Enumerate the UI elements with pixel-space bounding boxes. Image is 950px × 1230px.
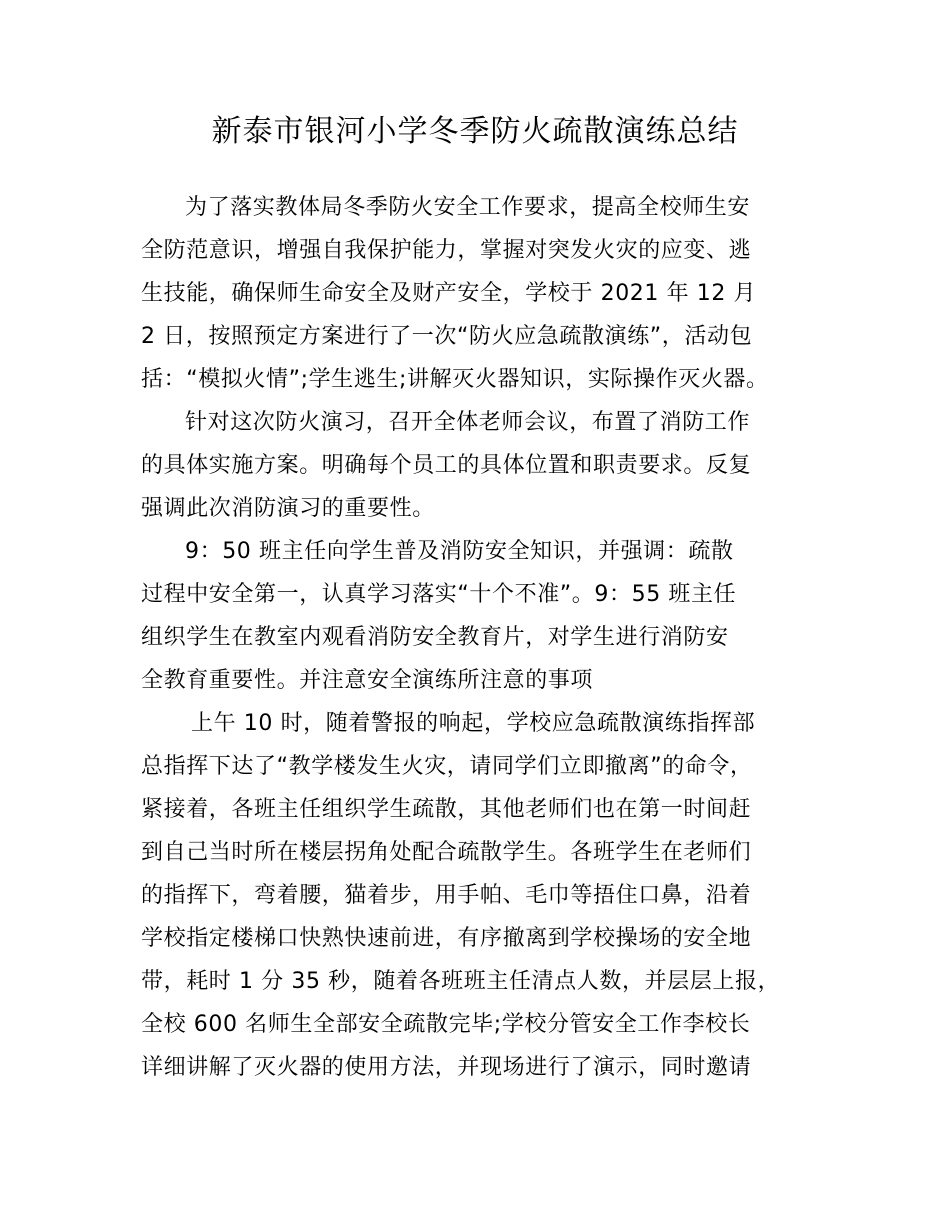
paragraph-line: 强调此次消防演习的重要性。	[141, 496, 435, 521]
paragraph-line: 为了落实教体局冬季防火安全工作要求，提高全校师生安	[185, 195, 751, 220]
paragraph-line: 到自己当时所在楼层拐角处配合疏散学生。各班学生在老师们	[141, 840, 752, 865]
paragraph-line: 过程中安全第一，认真学习落实“十个不准”。9：55 班主任	[141, 582, 737, 607]
paragraph-line: 2 日，按照预定方案进行了一次“防火应急疏散演练”，活动包	[141, 324, 753, 349]
document-title: 新泰市银河小学冬季防火疏散演练总结	[211, 114, 739, 149]
paragraph-line: 学校指定楼梯口快熟快速前进，有序撤离到学校操场的安全地	[141, 926, 752, 951]
paragraph-line: 全校 600 名师生全部安全疏散完毕;学校分管安全工作李校长	[141, 1012, 751, 1037]
paragraph-line: 总指挥下达了“教学楼发生火灾，请同学们立即撤离”的命令，	[141, 754, 753, 779]
paragraph-line: 详细讲解了灭火器的使用方法，并现场进行了演示，同时邀请	[141, 1055, 752, 1080]
paragraph-line: 括：“模拟火情”;学生逃生;讲解灭火器知识，实际操作灭火器。	[141, 367, 769, 392]
paragraph-line: 生技能，确保师生命安全及财产安全，学校于 2021 年 12 月	[141, 281, 757, 306]
document-body	[141, 186, 821, 1089]
paragraph-line: 针对这次防火演习，召开全体老师会议，布置了消防工作	[185, 410, 751, 435]
paragraph-line: 全教育重要性。并注意安全演练所注意的事项	[141, 668, 594, 693]
paragraph-line: 上午 10 时，随着警报的响起，学校应急疏散演练指挥部	[191, 711, 756, 736]
paragraph-line: 的指挥下，弯着腰，猫着步，用手帕、毛巾等捂住口鼻，沿着	[141, 883, 752, 908]
paragraph-line: 9：50 班主任向学生普及消防安全知识，并强调：疏散	[185, 539, 734, 564]
paragraph-line: 的具体实施方案。明确每个员工的具体位置和职责要求。反复	[141, 453, 752, 478]
paragraph-line: 全防范意识，增强自我保护能力，掌握对突发火灾的应变、逃	[141, 238, 752, 263]
paragraph-line: 带，耗时 1 分 35 秒，随着各班班主任清点人数，并层层上报，	[141, 969, 781, 994]
paragraph-line: 组织学生在教室内观看消防安全教育片，对学生进行消防安	[141, 625, 729, 650]
paragraph-line: 紧接着，各班主任组织学生疏散，其他老师们也在第一时间赶	[141, 797, 752, 822]
